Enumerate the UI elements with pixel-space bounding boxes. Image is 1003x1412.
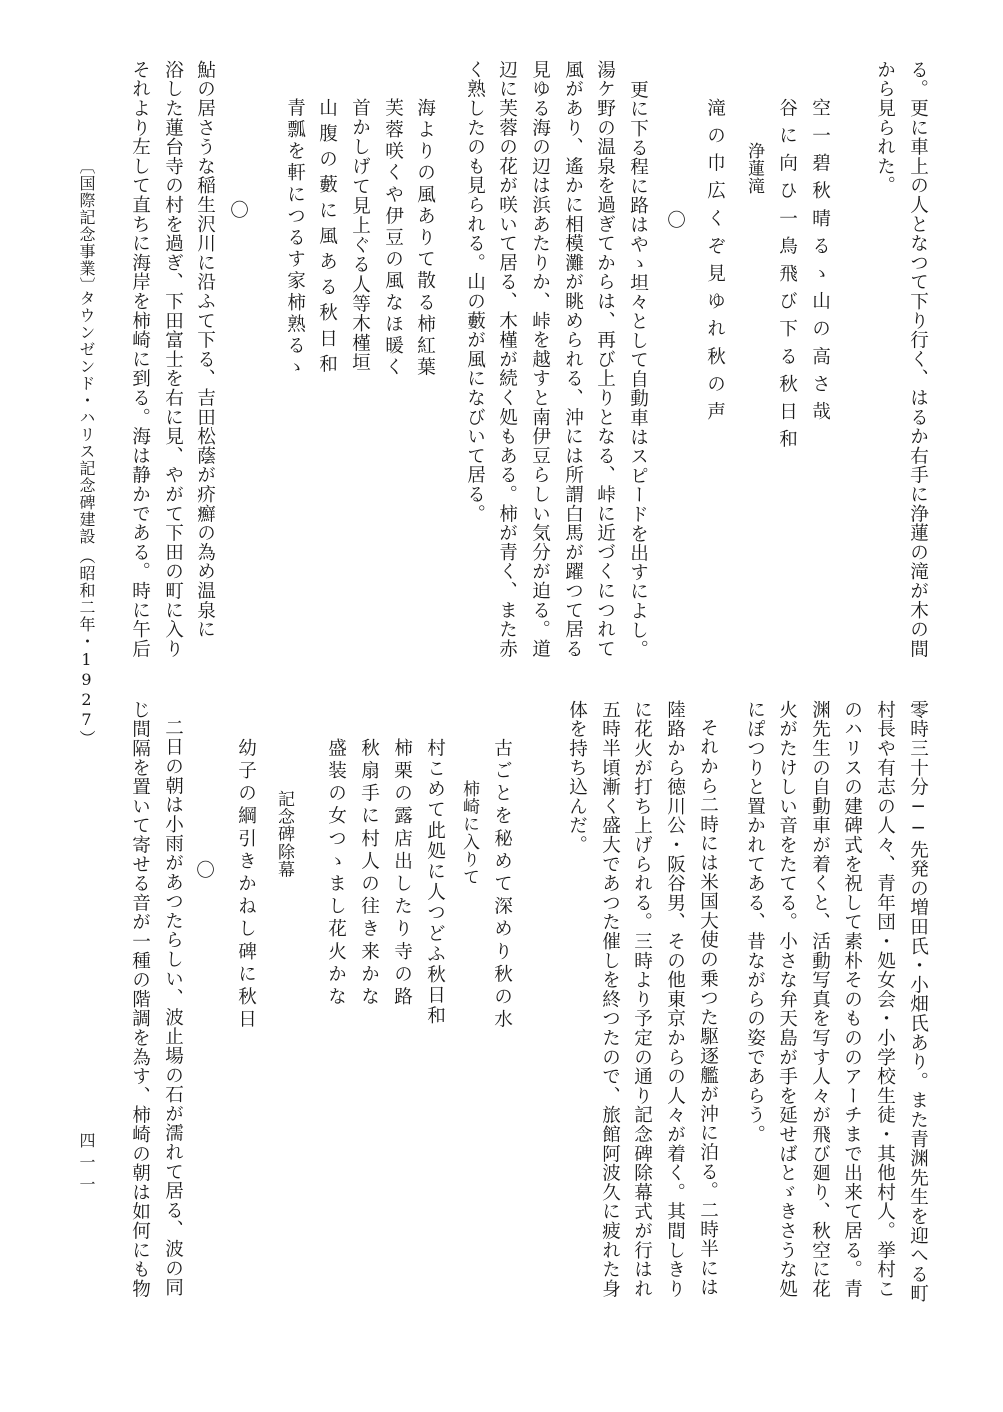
bottom-column-22: 〇 — [193, 860, 215, 880]
bottom-column-15: 村こめて此処に人つどふ秋日和 — [424, 738, 446, 1027]
bottom-column-10: 五時半頃漸く盛大であつた催しを終つたので、旅館阿波久に疲れた身 — [599, 700, 621, 1299]
top-column-11: 更に下る程に路はやゝ坦々として自動車はスピードを出すによし。 — [627, 80, 649, 659]
top-column-2: から見られた。 — [874, 60, 896, 196]
top-column-16: く熟したのも見られる。山の藪が風になびいて居る。 — [464, 60, 486, 524]
page-number: 四一一 — [77, 1132, 96, 1198]
top-column-20: 首かしげて見上ぐる人等木槿垣 — [349, 98, 371, 373]
series-label: 〔国際記念事業〕 — [77, 158, 96, 294]
bottom-column-17: 秋扇手に村人の往き来かな — [358, 738, 380, 1010]
article-title: タウンゼンド・ハリス記念碑建設 — [77, 290, 96, 545]
top-column-27: 浴した蓮台寺の村を過ぎ、下田富士を右に見、やがて下田の町に入り — [162, 60, 184, 659]
year-label: （昭和二年・1927） — [77, 548, 96, 747]
bottom-column-20: 幼子の綱引きかねし碑に秋日 — [235, 738, 257, 1032]
bottom-column-7: それから二時には米国大使の乗つた駆逐艦が沖に泊る。二時半には — [697, 718, 719, 1297]
top-column-28: それより左して直ちに海岸を柿崎に到る。海は静かである。時に午后 — [129, 60, 151, 659]
bottom-column-14: 柿崎に入りて — [459, 780, 479, 886]
bottom-column-6: にぽつりと置かれてある、昔ながらの姿であらう。 — [744, 700, 766, 1144]
top-column-24: 〇 — [227, 200, 249, 220]
bottom-column-9: に花火が打ち上げられる。三時より予定の通り記念碑除幕式が行はれ — [631, 700, 653, 1299]
top-column-5: 谷に向ひ一鳥飛び下る秋日和 — [776, 98, 798, 457]
bottom-column-2: 村長や有志の人々、青年団・処女会・小学校生徒・其他村人。挙村こ — [874, 700, 896, 1299]
bottom-column-24: 二日の朝は小雨があつたらしい、波止場の石が濡れて居る、波の同 — [162, 718, 184, 1297]
bottom-column-8: 陸路から徳川公・阪谷男、その他東京からの人々が着く。其間しきり — [664, 700, 686, 1299]
top-column-7: 滝の巾広くぞ見ゆれ秋の声 — [704, 98, 726, 430]
top-column-15: 辺に芙蓉の花が咲いて居る、木槿が続く処もある。柿が青く、また赤 — [496, 60, 518, 659]
top-column-18: 海よりの風ありて散る柿紅葉 — [414, 98, 436, 379]
top-column-4: 空一碧秋晴るゝ山の高さ哉 — [809, 98, 831, 430]
bottom-column-5: 火がたけしい音をたてる。小さな弁天島が手を延せばとゞきさうな処 — [776, 700, 798, 1299]
bottom-column-25: じ間隔を置いて寄せる音が一種の階調を為す、柿崎の朝は如何にも物 — [129, 700, 151, 1299]
top-column-9: 〇 — [664, 210, 686, 230]
top-column-6: 浄蓮滝 — [744, 142, 764, 195]
top-column-21: 山腹の藪に風ある秋日和 — [316, 98, 338, 380]
top-column-19: 芙蓉咲くや伊豆の風なほ暖く — [382, 98, 404, 379]
bottom-column-18: 盛装の女つゝまし花火かな — [325, 738, 347, 1010]
bottom-column-13: 古ごとを秘めて深めり秋の水 — [491, 738, 513, 1032]
bottom-column-3: のハリスの建碑式を祝して素朴そのもののアーチまで出来て居る。青 — [841, 700, 863, 1299]
bottom-column-19: 記念碑除幕 — [274, 790, 294, 878]
bottom-column-16: 柿栗の露店出したり寺の路 — [391, 738, 413, 1010]
bottom-column-4: 渊先生の自動車が着くと、活動写真を写す人々が飛び廻り、秋空に花 — [809, 700, 831, 1299]
top-column-26: 鮎の居さうな稲生沢川に沿ふて下る、吉田松蔭が疥癬の為め温泉に — [194, 60, 216, 639]
top-column-1: る。更に車上の人となつて下り行く、はるか右手に浄蓮の滝が木の間 — [907, 60, 929, 659]
top-column-22: 青瓢を軒につるす家柿熟るゝ — [284, 98, 306, 379]
top-column-13: 風があり、遙かに相模灘が眺められる、沖には所謂白馬が躍つて居る — [562, 60, 584, 659]
bottom-column-11: 体を持ち込んだ。 — [566, 700, 588, 855]
top-column-14: 見ゆる海の辺は浜あたりか、峠を越すと南伊豆らしい気分が迫る。道 — [529, 60, 551, 659]
top-column-12: 湯ケ野の温泉を過ぎてからは、再び上りとなる、峠に近づくにつれて — [594, 60, 616, 659]
bottom-column-1: 零時三十分──先発の増田氏・小畑氏あり。また青渊先生を迎へる町 — [907, 700, 929, 1304]
